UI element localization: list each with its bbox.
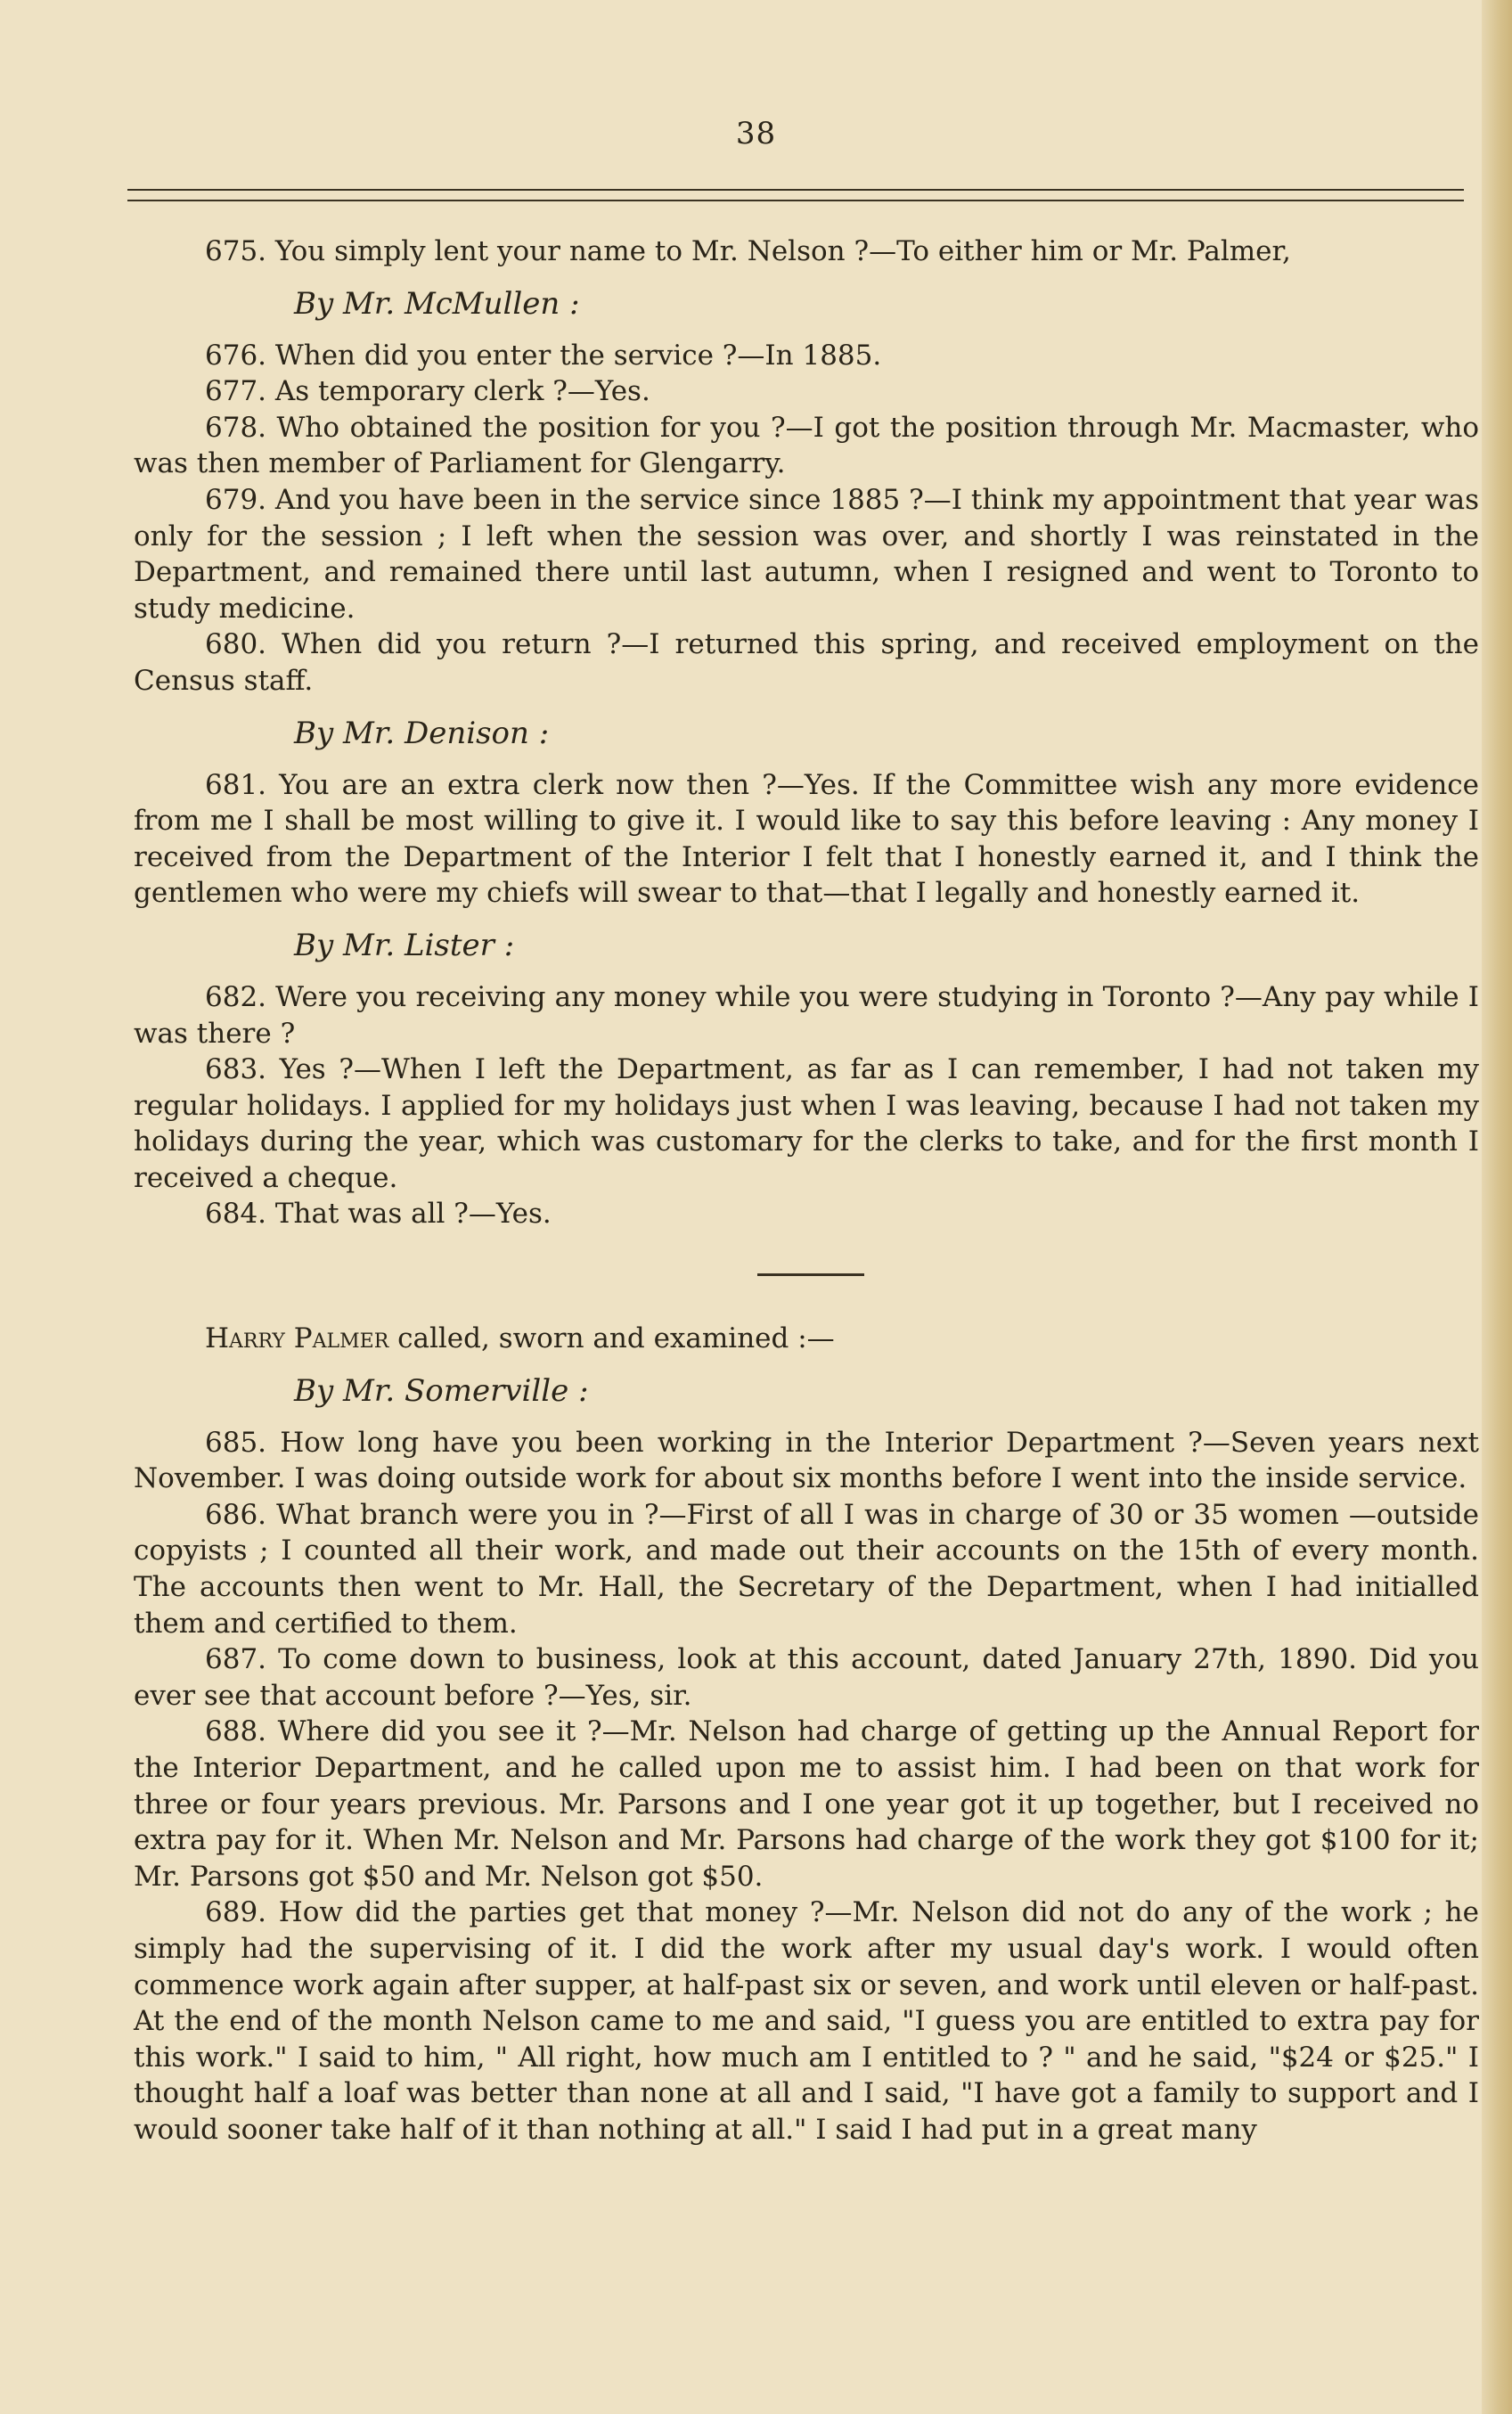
question-687: 687. To come down to business, look at this account, dated January 27th, 1890. Did you ever see that account before ?—Yes, sir. [134, 1643, 1479, 1712]
examiner-heading: By Mr. Denison : [294, 715, 550, 751]
page-number: 38 [735, 116, 777, 151]
examiner-heading: By Mr. McMullen : [294, 285, 580, 322]
examiner-heading: By Mr. Lister : [294, 927, 515, 963]
question-678: 678. Who obtained the position for you ?—I got the position through Mr. Macmaster, who was then member of Parliament for Glengarry. [134, 411, 1479, 480]
question-688: 688. Where did you see it ?—Mr. Nelson had charge of getting up the Annual Report for the Interior Department, and he called upon me to assist him. I had been on that work for three or four years previous. Mr. Parsons and I one year got it up together, but I received no extra pay for it. When Mr. Nelson and Mr. Parsons had charge of the work they got $100 for it; Mr. Parsons got $50 and Mr. Nelson got $50. [134, 1715, 1479, 1893]
question-683: 683. Yes ?—When I left the Department, as far as I can remember, I had not taken my regular holidays. I applied for my holidays just when I was leaving, because I had not taken my holidays during the year, which was customary for the clerks to take, and for the first month I received a cheque. [134, 1053, 1479, 1194]
examiner-heading: By Mr. Somerville : [294, 1372, 589, 1409]
witness-name: Harry Palmer [205, 1322, 389, 1355]
question-680: 680. When did you return ?—I returned this spring, and received employment on the Census staff. [134, 628, 1479, 697]
page-body [134, 233, 1479, 2148]
question-677: 677. As temporary clerk ?—Yes. [205, 375, 650, 408]
question-676: 676. When did you enter the service ?—In 1885. [205, 339, 882, 372]
section-divider [757, 1273, 864, 1276]
question-685: 685. How long have you been working in the Interior Department ?—Seven years next November. I was doing outside work for about six months before I went into the inside service. [134, 1426, 1479, 1495]
question-681: 681. You are an extra clerk now then ?—Yes. If the Committee wish any more evidence from me I shall be most willing to give it. I would like to say this before leaving : Any money I received from the Department of the Interior I felt that I honestly earned it, and I think the gentlemen who were my chiefs will swear to that—that I legally and honestly earned it. [134, 768, 1479, 910]
question-682: 682. Were you receiving any money while you were studying in Toronto ?—Any pay while I was there ? [134, 980, 1479, 1050]
witness-intro-text: called, sworn and examined :— [388, 1322, 835, 1355]
question-689: 689. How did the parties get that money ?—Mr. Nelson did not do any of the work ; he simply had the supervising of it. I did the work after my usual day's work. I would often commence work again after supper, at half-past six or seven, and work until eleven or half-past. At the end of the month Nelson came to me and said, "I guess you are entitled to extra pay for this work." I said to him, " All right, how much am I entitled to ? " and he said, "$24 or $25." I thought half a loaf was better than none at all and I said, "I have got a family to support and I would sooner take half of it than nothing at all." I said I had put in a great many [134, 1896, 1479, 2146]
question-675: 675. You simply lent your name to Mr. Nelson ?—To either him or Mr. Palmer, [205, 235, 1291, 267]
page-edge [1482, 0, 1512, 2414]
question-686: 686. What branch were you in ?—First of all I was in charge of 30 or 35 women —outside copyists ; I counted all their work, and made out their accounts on the 15th of every month. The accounts then went to Mr. Hall, the Secretary of the Department, when I had initialled them and certified to them. [134, 1498, 1479, 1640]
witness-intro [205, 1321, 1479, 1357]
question-684: 684. That was all ?—Yes. [205, 1198, 552, 1231]
question-679: 679. And you have been in the service since 1885 ?—I think my appointment that year was only for the session ; I left when the session was over, and shortly I was reinstated in the Department, and remained there until last autumn, when I resigned and went to Toronto to study medicine. [134, 483, 1479, 625]
header-rule [127, 189, 1464, 201]
